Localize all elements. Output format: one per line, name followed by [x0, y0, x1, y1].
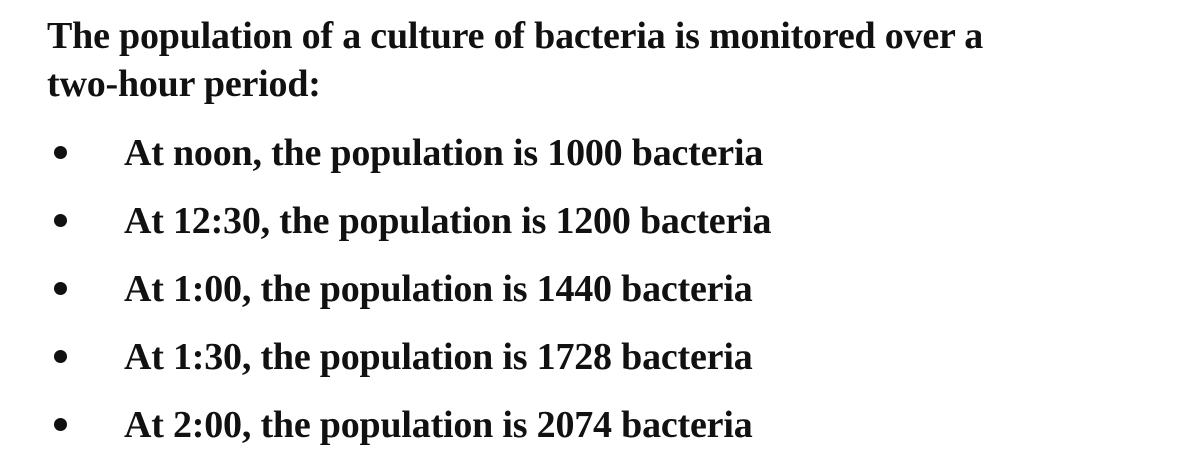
- intro-line-1: The population of a culture of bacteria is monitored over a: [47, 15, 984, 57]
- list-item: [0, 118, 1200, 186]
- intro-line-2: two-hour period:: [47, 63, 321, 105]
- bullet-icon: [54, 146, 67, 159]
- list-item: [0, 322, 1200, 390]
- list-item-text: At 1:30, the population is 1728 bacteria: [124, 336, 753, 378]
- list-item-text: At noon, the population is 1000 bacteria: [124, 132, 764, 174]
- population-list: [0, 118, 1200, 458]
- list-item-text: At 12:30, the population is 1200 bacteria: [124, 200, 772, 242]
- list-item-text: At 2:00, the population is 2074 bacteria: [124, 404, 753, 446]
- intro-paragraph: [47, 12, 1167, 108]
- list-item-text: At 1:00, the population is 1440 bacteria: [124, 268, 753, 310]
- list-item: [0, 254, 1200, 322]
- list-item: [0, 186, 1200, 254]
- bullet-icon: [54, 214, 67, 227]
- bullet-icon: [54, 350, 67, 363]
- bullet-icon: [54, 418, 67, 431]
- bullet-icon: [54, 282, 67, 295]
- list-item: [0, 390, 1200, 458]
